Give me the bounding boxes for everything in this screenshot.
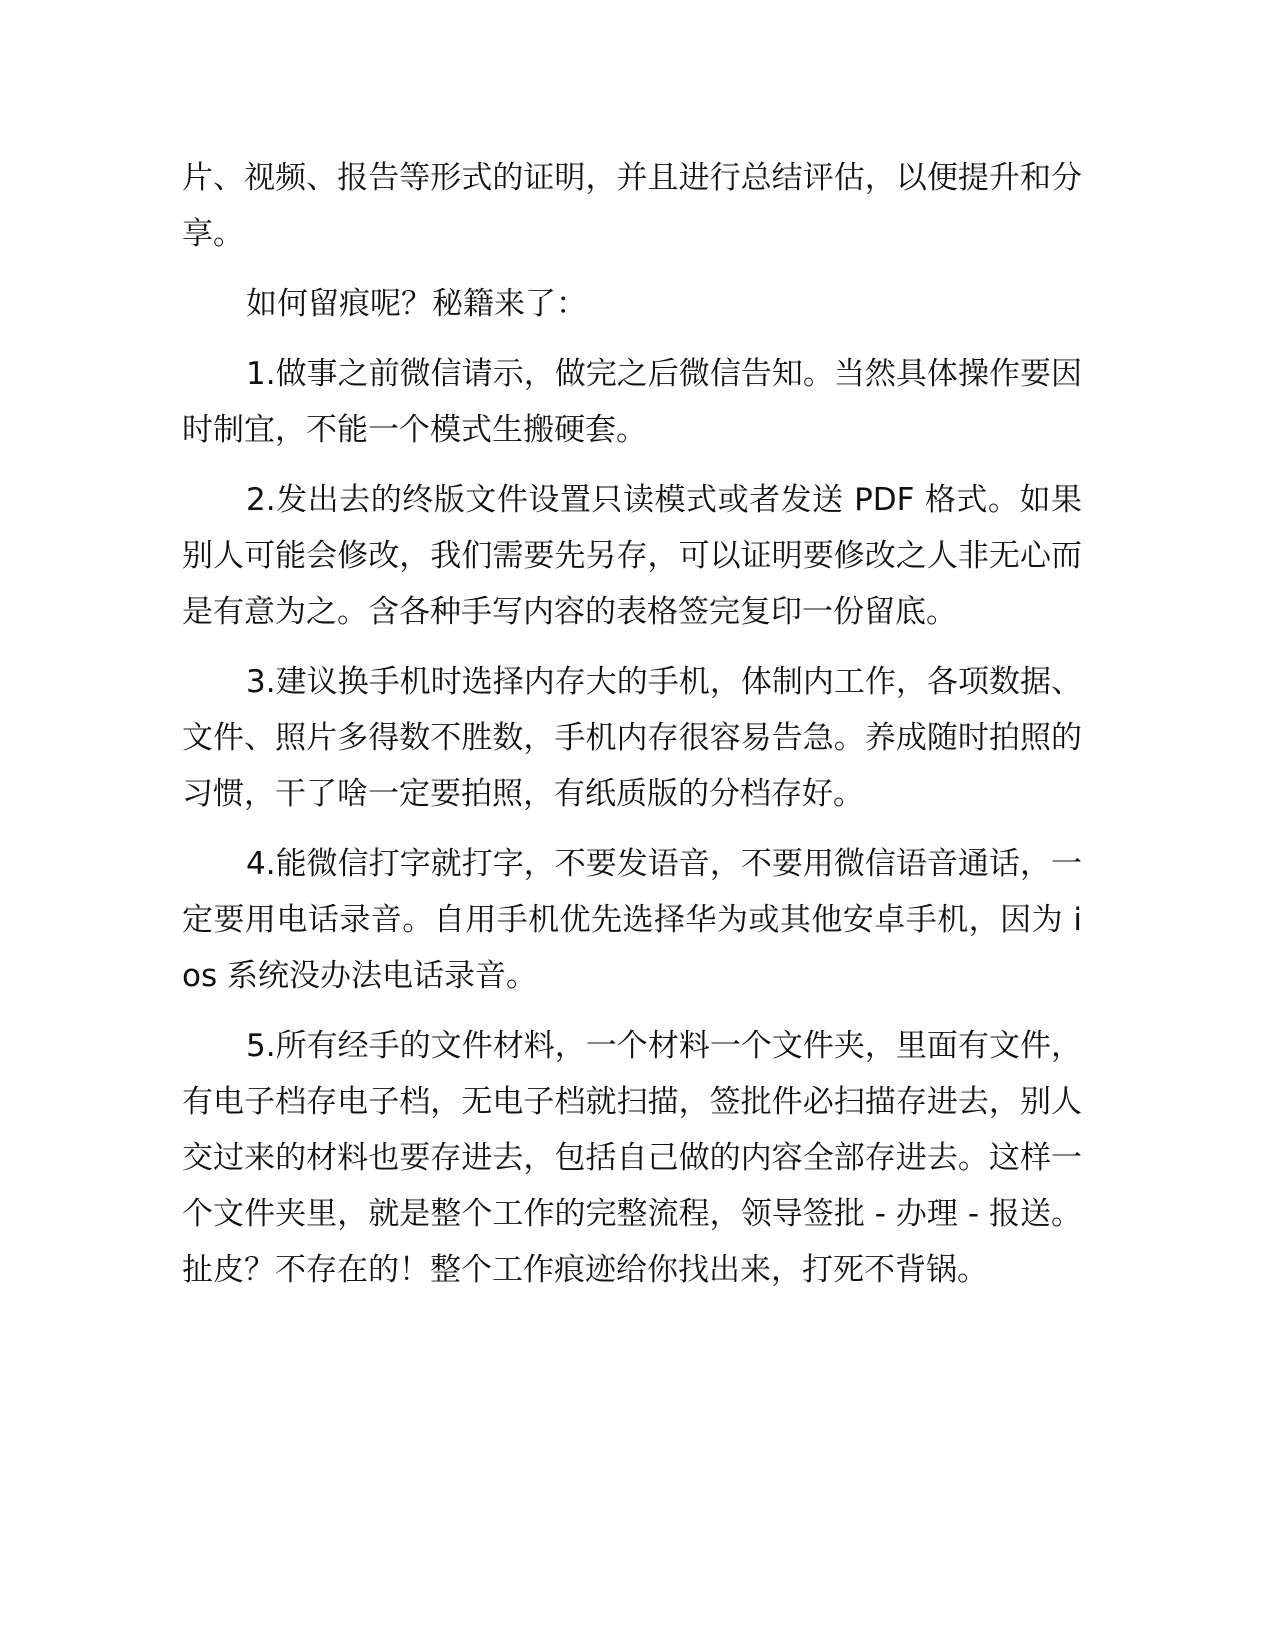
paragraph-intro: 如何留痕呢？秘籍来了： (246, 286, 587, 322)
paragraph-tip-4: 4.能微信打字就打字，不要发语音，不要用微信语音通话，一定要用电话录音。自用手机优先选择华为或其他安卓手机，因为 ios 系统没办法电话录音。 (182, 846, 1082, 994)
paragraph-tip-5: 5.所有经手的文件材料，一个材料一个文件夹，里面有文件，有电子档存电子档，无电子档就扫描，签批件必扫描存进去，别人交过来的材料也要存进去，包括自己做的内容全部存进去。这样一个文件夹里，就是整个工作的完整流程，领导签批 - 办理 - 报送。扯皮？不存在的！整个工作痕迹给你找出来，打死不背锅。 (182, 1028, 1082, 1288)
paragraph-tip-2: 2.发出去的终版文件设置只读模式或者发送 PDF 格式。如果别人可能会修改，我们需要先另存，可以证明要修改之人非无心而是有意为之。含各种手写内容的表格签完复印一份留底。 (182, 482, 1082, 630)
document-body (182, 150, 1082, 1312)
paragraph-tip-1: 1.做事之前微信请示，做完之后微信告知。当然具体操作要因时制宜，不能一个模式生搬硬套。 (182, 356, 1082, 448)
paragraph-continuation: 片、视频、报告等形式的证明，并且进行总结评估，以便提升和分享。 (182, 160, 1082, 252)
paragraph-tip-3: 3.建议换手机时选择内存大的手机，体制内工作，各项数据、文件、照片多得数不胜数，手机内存很容易告急。养成随时拍照的习惯，干了啥一定要拍照，有纸质版的分档存好。 (182, 664, 1082, 812)
